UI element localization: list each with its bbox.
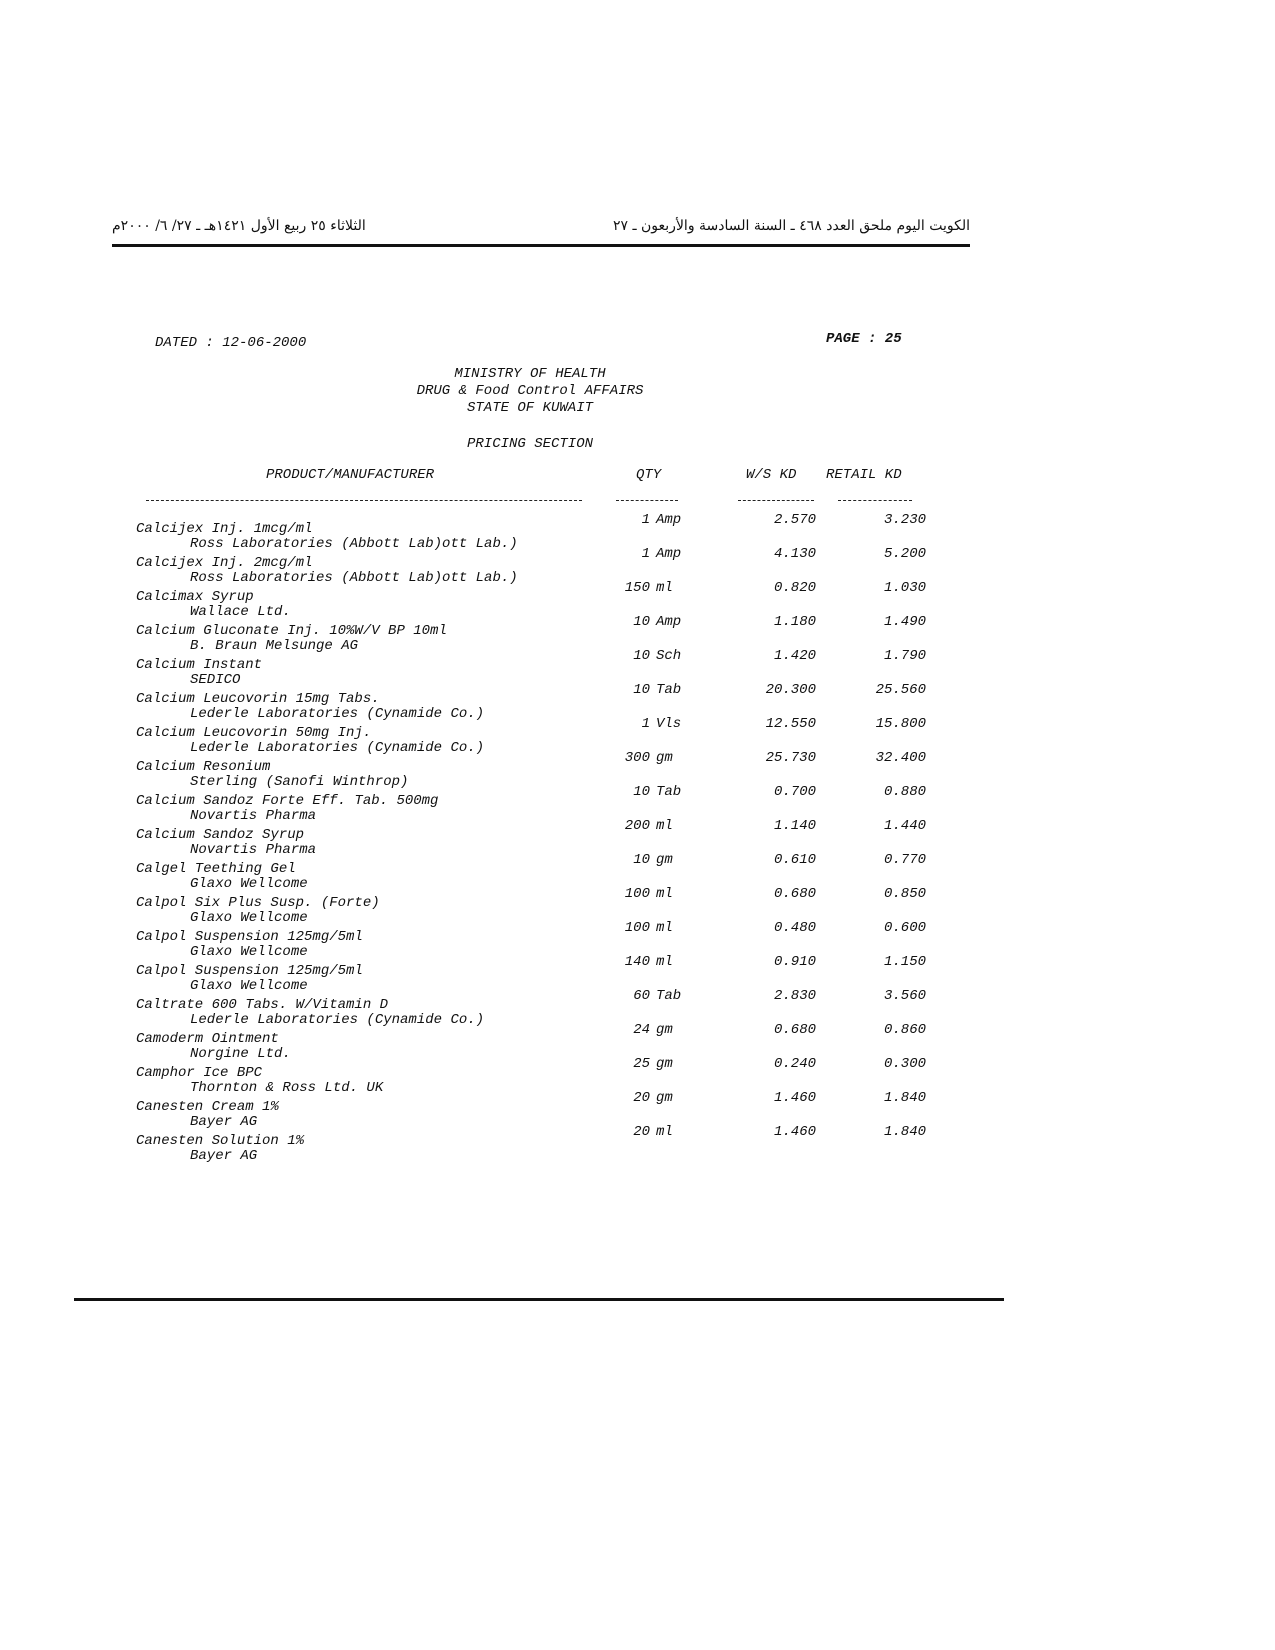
manufacturer-name: Glaxo Wellcome — [190, 876, 308, 892]
product-name: Calcium Leucovorin 50mg Inj. — [136, 725, 372, 741]
quantity-value: 10 — [633, 784, 650, 800]
wholesale-price: 2.570 — [773, 512, 816, 528]
wholesale-price: 0.910 — [773, 954, 816, 970]
quantity — [606, 1124, 698, 1140]
quantity — [606, 784, 698, 800]
product-name: Caltrate 600 Tabs. W/Vitamin D — [136, 997, 389, 1013]
wholesale-price: 1.460 — [773, 1090, 816, 1106]
quantity — [606, 1022, 698, 1038]
quantity — [606, 512, 698, 528]
quantity-unit: ml — [656, 818, 673, 834]
retail-price: 0.880 — [883, 784, 926, 800]
title-department: DRUG & Food Control AFFAIRS — [416, 383, 644, 399]
product-name: Calpol Six Plus Susp. (Forte) — [136, 895, 380, 911]
quantity-value: 1 — [641, 716, 650, 732]
header-divider — [616, 500, 678, 501]
table-row — [136, 886, 936, 926]
quantity-value: 150 — [624, 580, 650, 596]
gazette-issue-text: الكويت اليوم ملحق العدد ٤٦٨ ـ السنة السادسة والأربعون ـ ٢٧ — [612, 218, 970, 234]
wholesale-price: 1.460 — [773, 1124, 816, 1140]
manufacturer-name: Thornton & Ross Ltd. UK — [190, 1080, 384, 1096]
quantity-unit: gm — [656, 750, 673, 766]
table-row — [136, 750, 936, 790]
quantity-value: 1 — [641, 512, 650, 528]
manufacturer-name: Novartis Pharma — [190, 842, 317, 858]
quantity-value: 10 — [633, 852, 650, 868]
manufacturer-name: Ross Laboratories (Abbott Lab)ott Lab.) — [190, 570, 518, 586]
manufacturer-name: Bayer AG — [190, 1114, 258, 1130]
manufacturer-name: Norgine Ltd. — [190, 1046, 291, 1062]
header-divider — [838, 500, 912, 501]
wholesale-price: 0.240 — [773, 1056, 816, 1072]
table-row — [136, 614, 936, 654]
wholesale-price: 4.130 — [773, 546, 816, 562]
manufacturer-name: Glaxo Wellcome — [190, 910, 308, 926]
retail-price: 25.560 — [875, 682, 926, 698]
column-header-product: PRODUCT/MANUFACTURER — [266, 467, 435, 483]
manufacturer-name: B. Braun Melsunge AG — [190, 638, 359, 654]
quantity-unit: gm — [656, 852, 673, 868]
wholesale-price: 0.820 — [773, 580, 816, 596]
header-divider — [146, 500, 582, 501]
quantity — [606, 1056, 698, 1072]
retail-price: 1.790 — [883, 648, 926, 664]
retail-price: 0.850 — [883, 886, 926, 902]
quantity — [606, 546, 698, 562]
table-row — [136, 988, 936, 1028]
quantity-value: 300 — [624, 750, 650, 766]
wholesale-price: 0.680 — [773, 1022, 816, 1038]
table-row — [136, 1022, 936, 1062]
table-row — [136, 852, 936, 892]
wholesale-price: 0.480 — [773, 920, 816, 936]
quantity-value: 20 — [633, 1090, 650, 1106]
quantity — [606, 750, 698, 766]
table-row — [136, 512, 936, 552]
product-name: Calcijex Inj. 2mcg/ml — [136, 555, 313, 571]
retail-price: 0.860 — [883, 1022, 926, 1038]
column-header-qty: QTY — [636, 467, 662, 483]
retail-price: 5.200 — [883, 546, 926, 562]
wholesale-price: 25.730 — [765, 750, 816, 766]
table-row — [136, 580, 936, 620]
quantity-unit: Tab — [656, 988, 682, 1004]
table-row — [136, 784, 936, 824]
product-name: Calcimax Syrup — [136, 589, 254, 605]
retail-price: 0.300 — [883, 1056, 926, 1072]
quantity-unit: gm — [656, 1056, 673, 1072]
product-name: Calcium Sandoz Forte Eff. Tab. 500mg — [136, 793, 439, 809]
retail-price: 0.600 — [883, 920, 926, 936]
product-name: Calcium Sandoz Syrup — [136, 827, 305, 843]
quantity-value: 24 — [633, 1022, 650, 1038]
quantity — [606, 580, 698, 596]
wholesale-price: 0.680 — [773, 886, 816, 902]
product-name: Calgel Teething Gel — [136, 861, 296, 877]
wholesale-price: 2.830 — [773, 988, 816, 1004]
product-name: Calcium Resonium — [136, 759, 271, 775]
wholesale-price: 1.180 — [773, 614, 816, 630]
manufacturer-name: Lederle Laboratories (Cynamide Co.) — [190, 706, 485, 722]
manufacturer-name: Lederle Laboratories (Cynamide Co.) — [190, 740, 485, 756]
manufacturer-name: Sterling (Sanofi Winthrop) — [190, 774, 409, 790]
retail-price: 1.150 — [883, 954, 926, 970]
quantity-value: 200 — [624, 818, 650, 834]
product-name: Calpol Suspension 125mg/5ml — [136, 929, 363, 945]
retail-price: 1.440 — [883, 818, 926, 834]
quantity-unit: ml — [656, 1124, 673, 1140]
retail-price: 15.800 — [875, 716, 926, 732]
manufacturer-name: Glaxo Wellcome — [190, 978, 308, 994]
quantity-unit: Amp — [656, 546, 682, 562]
quantity-unit: ml — [656, 920, 673, 936]
retail-price: 1.840 — [883, 1124, 926, 1140]
manufacturer-name: Novartis Pharma — [190, 808, 317, 824]
table-row — [136, 682, 936, 722]
quantity — [606, 614, 698, 630]
title-state: STATE OF KUWAIT — [466, 400, 594, 416]
wholesale-price: 1.140 — [773, 818, 816, 834]
wholesale-price: 0.610 — [773, 852, 816, 868]
gazette-header — [112, 216, 970, 247]
quantity — [606, 648, 698, 664]
table-row — [136, 818, 936, 858]
retail-price: 3.560 — [883, 988, 926, 1004]
price-table — [136, 512, 936, 1164]
quantity-value: 140 — [624, 954, 650, 970]
footer-rule — [74, 1298, 1004, 1301]
manufacturer-name: Glaxo Wellcome — [190, 944, 308, 960]
document-titles — [320, 366, 740, 417]
manufacturer-name: SEDICO — [190, 672, 241, 688]
quantity-unit: gm — [656, 1022, 673, 1038]
quantity-value: 25 — [633, 1056, 650, 1072]
retail-price: 32.400 — [875, 750, 926, 766]
product-name: Canesten Cream 1% — [136, 1099, 279, 1115]
quantity-value: 20 — [633, 1124, 650, 1140]
retail-price: 1.030 — [883, 580, 926, 596]
table-row — [136, 954, 936, 994]
manufacturer-name: Bayer AG — [190, 1148, 258, 1164]
quantity — [606, 988, 698, 1004]
product-name: Calpol Suspension 125mg/5ml — [136, 963, 363, 979]
quantity-unit: Vls — [656, 716, 682, 732]
title-ministry: MINISTRY OF HEALTH — [454, 366, 606, 382]
table-row — [136, 1124, 936, 1164]
column-header-retail: RETAIL KD — [826, 467, 902, 483]
table-row — [136, 648, 936, 688]
table-row — [136, 1090, 936, 1130]
dated-label: DATED : 12-06-2000 — [155, 335, 307, 351]
page-number: PAGE : 25 — [826, 331, 902, 347]
table-row — [136, 920, 936, 960]
quantity-value: 100 — [624, 920, 650, 936]
quantity-unit: Sch — [656, 648, 682, 664]
retail-price: 0.770 — [883, 852, 926, 868]
quantity — [606, 1090, 698, 1106]
quantity-unit: ml — [656, 886, 673, 902]
quantity-value: 10 — [633, 614, 650, 630]
product-name: Calcijex Inj. 1mcg/ml — [136, 521, 313, 537]
quantity-value: 10 — [633, 682, 650, 698]
quantity — [606, 716, 698, 732]
retail-price: 1.490 — [883, 614, 926, 630]
quantity-unit: ml — [656, 580, 673, 596]
quantity — [606, 920, 698, 936]
wholesale-price: 20.300 — [765, 682, 816, 698]
table-row — [136, 716, 936, 756]
retail-price: 1.840 — [883, 1090, 926, 1106]
column-header-ws: W/S KD — [746, 467, 797, 483]
section-title: PRICING SECTION — [466, 436, 594, 452]
quantity-unit: Tab — [656, 784, 682, 800]
wholesale-price: 1.420 — [773, 648, 816, 664]
retail-price: 3.230 — [883, 512, 926, 528]
gazette-date-text: الثلاثاء ٢٥ ربيع الأول ١٤٢١هـ ـ ٢٧/ ٦/ ٢٠٠٠م — [112, 218, 366, 234]
product-name: Canesten Solution 1% — [136, 1133, 305, 1149]
product-name: Calcium Instant — [136, 657, 263, 673]
product-name: Camphor Ice BPC — [136, 1065, 263, 1081]
quantity-value: 60 — [633, 988, 650, 1004]
quantity — [606, 886, 698, 902]
quantity-unit: gm — [656, 1090, 673, 1106]
wholesale-price: 0.700 — [773, 784, 816, 800]
quantity-unit: ml — [656, 954, 673, 970]
header-divider — [738, 500, 814, 501]
quantity-value: 100 — [624, 886, 650, 902]
manufacturer-name: Lederle Laboratories (Cynamide Co.) — [190, 1012, 485, 1028]
quantity-unit: Amp — [656, 614, 682, 630]
quantity — [606, 852, 698, 868]
quantity-value: 10 — [633, 648, 650, 664]
quantity — [606, 818, 698, 834]
manufacturer-name: Wallace Ltd. — [190, 604, 291, 620]
product-name: Calcium Gluconate Inj. 10%W/V BP 10ml — [136, 623, 447, 639]
quantity — [606, 954, 698, 970]
quantity-unit: Amp — [656, 512, 682, 528]
wholesale-price: 12.550 — [765, 716, 816, 732]
table-row — [136, 546, 936, 586]
product-name: Camoderm Ointment — [136, 1031, 279, 1047]
quantity — [606, 682, 698, 698]
quantity-unit: Tab — [656, 682, 682, 698]
quantity-value: 1 — [641, 546, 650, 562]
product-name: Calcium Leucovorin 15mg Tabs. — [136, 691, 380, 707]
table-row — [136, 1056, 936, 1096]
manufacturer-name: Ross Laboratories (Abbott Lab)ott Lab.) — [190, 536, 518, 552]
